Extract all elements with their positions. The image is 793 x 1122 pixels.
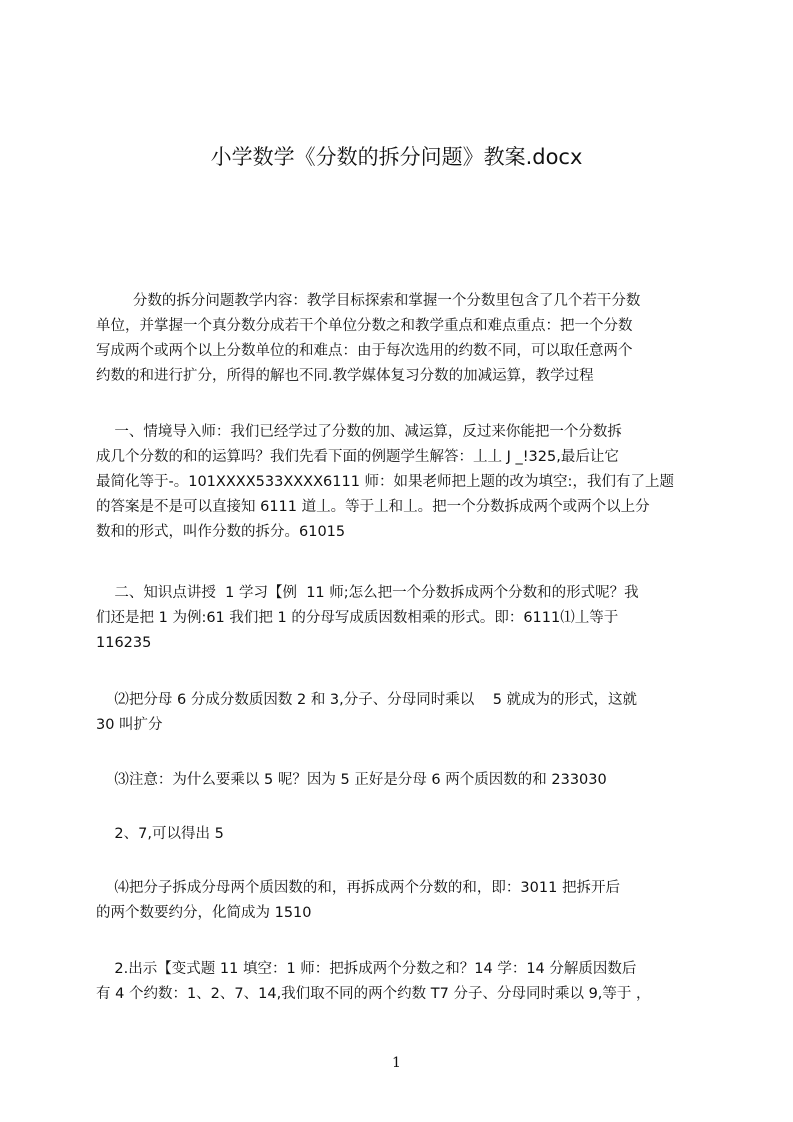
paragraph-intro: [96, 289, 706, 389]
paragraph-line: 的答案是不是可以直接知 6111 道丄。等于丄和丄。把一个分数拆成两个或两个以上分: [96, 499, 650, 515]
paragraph-step-3: [96, 768, 706, 793]
paragraph-line: 30 叫扩分: [96, 717, 163, 733]
paragraph-line: 数和的形式，叫作分数的拆分。61015: [96, 524, 346, 540]
paragraph-line: 分数的拆分问题教学内容：教学目标探索和掌握一个分数里包含了几个若干分数: [96, 293, 641, 309]
paragraph-line: 成几个分数的和的运算吗？我们先看下面的例题学生解答：丄丄 J _!325,最后让它: [96, 449, 619, 465]
paragraph-line: 2、7,可以得出 5: [96, 826, 224, 842]
paragraph-line: 的两个数要约分，化简成为 1510: [96, 905, 312, 921]
page-number: 1: [392, 1055, 401, 1071]
paragraph-section-2: [96, 581, 706, 656]
document-title: 小学数学《分数的拆分问题》教案.docx: [210, 145, 583, 169]
paragraph-line: ⑶注意：为什么要乘以 5 呢？因为 5 正好是分母 6 两个质因数的和 233030: [96, 772, 607, 788]
paragraph-line: 最简化等于-。101XXXX533XXXX6111 师：如果老师把上题的改为填空:，我们有了上题: [96, 474, 674, 490]
paragraph-step-2: [96, 688, 706, 738]
paragraph-variant-exercise: [96, 957, 706, 1007]
paragraph-line: 们还是把 1 为例:61 我们把 1 的分母写成质因数相乘的形式。即：6111⑴丄等于: [96, 610, 619, 626]
paragraph-line: 2.出示【变式题 11 填空：1 师：把拆成两个分数之和？14 学：14 分解质因数后: [96, 961, 637, 977]
paragraph-line: 约数的和进行扩分，所得的解也不同.教学媒体复习分数的加减运算，教学过程: [96, 368, 594, 384]
paragraph-section-1: [96, 420, 706, 545]
paragraph-line: 一、情境导入师：我们已经学过了分数的加、减运算，反过来你能把一个分数拆: [96, 424, 622, 440]
paragraph-factors: [96, 822, 706, 847]
paragraph-line: 写成两个或两个以上分数单位的和难点：由于每次选用的约数不同，可以取任意两个: [96, 343, 633, 359]
paragraph-step-4: [96, 876, 706, 926]
paragraph-line: 二、知识点讲授 1 学习【例 11 师;怎么把一个分数拆成两个分数和的形式呢？我: [96, 585, 639, 601]
paragraph-line: ⑷把分子拆成分母两个质因数的和，再拆成两个分数的和，即：3011 把拆开后: [96, 880, 620, 896]
paragraph-line: 116235: [96, 635, 152, 651]
paragraph-line: 单位，并掌握一个真分数分成若干个单位分数之和教学重点和难点重点：把一个分数: [96, 318, 633, 334]
paragraph-line: 有 4 个约数：1、2、7、14,我们取不同的两个约数 T7 分子、分母同时乘以 9,等于 ，: [96, 986, 651, 1002]
paragraph-line: ⑵把分母 6 分成分数质因数 2 和 3,分子、分母同时乘以 5 就成为的形式，这就: [96, 692, 638, 708]
